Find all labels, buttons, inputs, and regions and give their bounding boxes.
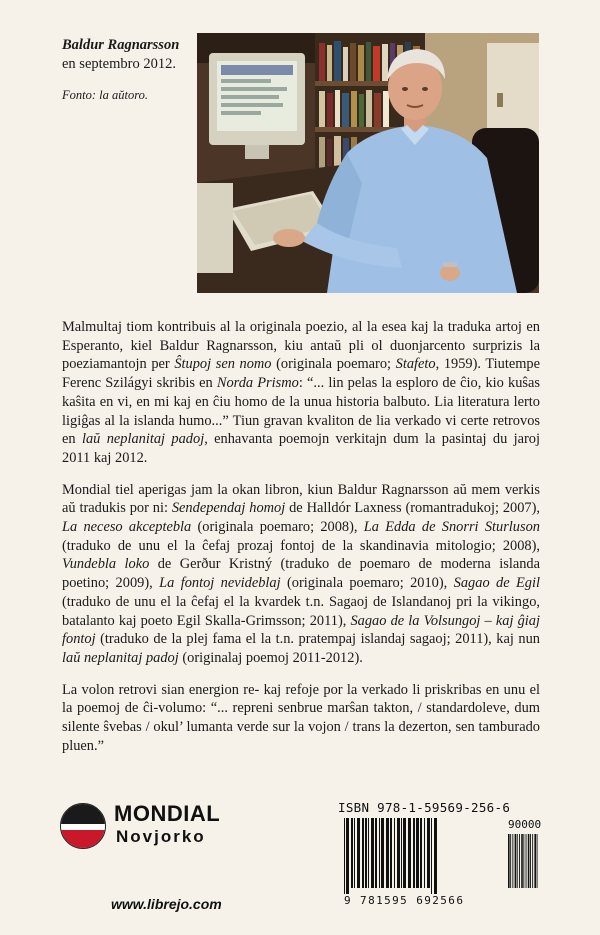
price-code: 90000 — [508, 818, 542, 831]
book-title: La fontoj nevideblaj — [159, 575, 281, 592]
barcode-bar — [346, 818, 349, 894]
price-addon-bar — [534, 834, 536, 888]
barcode-bar — [357, 818, 360, 888]
caption-name: Baldur Ragnarsson — [62, 37, 180, 53]
text-run: (originala poemaro; 2010), — [280, 575, 454, 592]
barcode-bar — [362, 818, 364, 888]
text-run: (traduko de unu el la ĉefaj el la kvardek t.n. Sagaoj de Islandanoj pri la vikingo, batalanto kaj poeto Egil Skalla-Grimsson; 2011), — [62, 593, 540, 629]
barcode-bar — [386, 818, 389, 888]
text-run: (originala poemaro; 2008), — [191, 519, 364, 536]
book-title: Sagao de la Volsungoj – kaj ĝiaj fontoj — [62, 612, 540, 648]
paragraph-3 — [62, 681, 540, 756]
barcode-bar — [403, 818, 406, 888]
publisher-name: MONDIAL — [114, 801, 221, 826]
price-addon-bar — [528, 834, 530, 888]
barcode-bar — [420, 818, 422, 888]
book-title: Stafeto — [395, 356, 436, 373]
price-addon-bar — [521, 834, 523, 888]
book-title: Sagao de Egil — [453, 575, 540, 592]
book-title: Vundebla loko — [62, 556, 150, 573]
text-run: , enhavanta poemojn verkitajn dum la pasintaj du jaroj 2011 kaj 2012. — [62, 431, 540, 466]
text-run: : “... lin pelas la esploro de ĉio, kio kuŝas kaŝita en vi, en mi kaj en ĉiu homo de la unua historia balbuto. Lia literatura lerto ligiĝas al la islanda humo...” Tiun gravan kvaliton de lia verkado vi certe retrovos en — [62, 375, 540, 448]
caption-date: en septembro 2012. — [62, 56, 176, 72]
price-addon-bar — [530, 834, 531, 888]
isbn-label: ISBN 978-1-59569-256-6 — [338, 800, 511, 815]
price-addon-bar — [512, 834, 513, 888]
photo-caption — [62, 36, 202, 103]
barcode-bar — [390, 818, 392, 888]
caption-credit: Fonto: la aŭtoro. — [62, 88, 148, 102]
barcode-bar — [401, 818, 402, 888]
barcode-bar — [351, 818, 353, 888]
text-run: (originalaj poemoj 2011-2012). — [178, 649, 363, 666]
barcode-bar — [375, 818, 377, 888]
price-addon-bar — [532, 834, 533, 888]
book-title: laŭ neplanitaj padoj — [62, 649, 179, 666]
publisher-city: Novjorko — [116, 827, 206, 846]
publisher-website[interactable]: www.librejo.com — [111, 896, 222, 912]
barcode-bar — [371, 818, 374, 888]
text-run: (traduko de la plej fama el la t.n. pratempaj islandaj sagaoj; 2011), kaj nun — [95, 631, 540, 648]
barcode-bar — [368, 818, 369, 888]
barcode-bar — [408, 818, 411, 888]
ean-number: 9 781595 692566 — [344, 894, 465, 907]
barcode-bar — [344, 818, 345, 894]
mondial-logo-icon — [60, 803, 106, 849]
barcode-bar — [434, 818, 437, 894]
price-addon-bar — [515, 834, 517, 888]
barcode-bar — [379, 818, 380, 888]
barcode-bar — [431, 818, 432, 894]
text-run: La volon retrovi sian energion re- kaj refoje por la verkado li priskribas en unu el la poemoj de ĉi-volumo: “... repreni senbrue marŝan takton, / standardoleve, dum silente ŝvebas / okul’ lumanta verde sur la vojon / trans la dezerton, sen tamburado pluen.” — [62, 681, 540, 754]
price-addon-bar — [526, 834, 527, 888]
barcode-bar — [397, 818, 400, 888]
paragraph-2 — [62, 481, 540, 668]
text-run: (originala poemaro; — [271, 356, 396, 373]
text-run: Mondial tiel aperigas jam la okan libron, kiun Baldur Ragnarsson aŭ mem verkis aŭ tradukis por ni: — [62, 481, 540, 517]
text-run: Malmultaj tiom kontribuis al la originala poezio, al la esea kaj la traduka artoj en Esperanto, kiel Baldur Ragnarsson, kiu antaŭ pli ol duonjarcento surprizis la poeziamantojn per — [62, 319, 540, 373]
price-addon-bar — [537, 834, 538, 888]
barcode-bar — [424, 818, 425, 888]
text-run: de Gerður Kristný (traduko de poemaro de moderna islanda poetino; 2009), — [62, 556, 540, 592]
price-addon-bar — [519, 834, 520, 888]
price-addon-bar — [510, 834, 511, 888]
price-addon-bar — [517, 834, 518, 888]
book-title: Ŝtupoj sen nomo — [174, 356, 272, 373]
barcode-bar — [416, 818, 419, 888]
book-title: laŭ neplanitaj padoj — [81, 431, 205, 448]
book-title: Norda Prismo — [216, 375, 299, 392]
back-cover-text — [62, 318, 540, 768]
author-photo — [197, 33, 539, 293]
text-run: , 1959). Tiutempe Ferenc Szilágyi skribis en — [62, 356, 541, 392]
barcode-bar — [427, 818, 430, 888]
barcode-bar — [354, 818, 355, 888]
barcode-bar — [381, 818, 384, 888]
text-run: (traduko de unu el la ĉefaj prozaj fontoj de la skandinavia mitologio; 2008), — [62, 537, 540, 554]
barcode-block — [338, 800, 540, 918]
book-title: Sendependaj homoj — [171, 500, 286, 517]
author-photo-illustration — [197, 33, 539, 293]
paragraph-1 — [62, 318, 540, 468]
price-addon-bar — [508, 834, 510, 888]
book-title: La neceso akceptebla — [62, 519, 192, 536]
barcode-bar — [394, 818, 395, 888]
price-addon-bar — [523, 834, 524, 888]
book-title: La Edda de Snorri Sturluson — [363, 519, 540, 536]
barcode-bar — [365, 818, 367, 888]
publisher-logo — [60, 801, 250, 851]
text-run: de Halldór Laxness (romantradukoj; 2007), — [285, 500, 541, 517]
barcode-bar — [413, 818, 415, 888]
